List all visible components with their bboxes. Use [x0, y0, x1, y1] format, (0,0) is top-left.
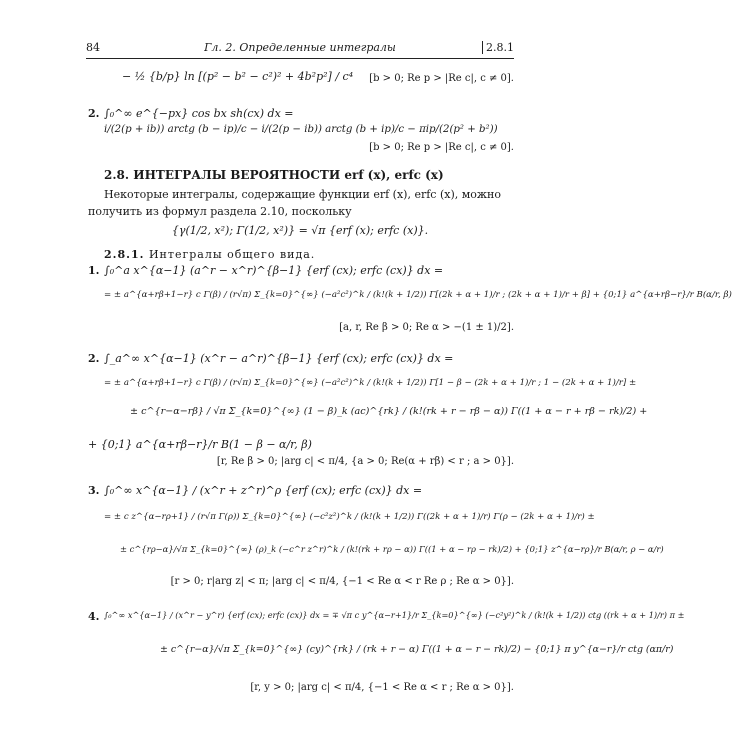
item-4-condition: [r, y > 0; |arg c| < π/4, {−1 < Re α < r ; Re α > 0}].	[250, 682, 514, 693]
subsection-number: 2.8.1.	[104, 248, 145, 261]
running-head	[86, 40, 514, 59]
item-4-number: 4.	[88, 610, 100, 623]
page-number: 84	[86, 41, 100, 54]
item-2-line-3: ± c^{r−α−rβ} / √π Σ_{k=0}^{∞} (1 − β)_k (ac)^{rk} / (k!(rk + r − rβ − α)) Γ((1 + α − r + rβ − rk)/2) +	[130, 406, 648, 417]
item-4-line-1: ∫₀^∞ x^{α−1} / (x^r − y^r) {erf (cx); erfc (cx)} dx = ∓ √π c y^{α−r+1}/r Σ_{k=0}^{∞} (−c²y²)^k / (k!(k + 1/2)) ctg ((rk + α + 1)/r) π ±	[104, 610, 685, 620]
item-1-number: 1.	[88, 264, 100, 277]
item-2-number: 2.	[88, 352, 100, 365]
section-title: ИНТЕГРАЛЫ ВЕРОЯТНОСТИ erf (x), erfc (x)	[133, 168, 444, 182]
section-reference: 2.8.1	[482, 41, 514, 54]
section-number: 2.8.	[104, 168, 130, 182]
item-1-line-2: = ± a^{α+rβ+1−r} c Γ(β) / (r√π) Σ_{k=0}^{∞} (−a²c²)^k / (k!(k + 1/2)) Γ[(2k + α + 1)/r ; (2k + α + 1)/r + β] + {0;1} a^{α+rβ−r}/r B(α/r, β)	[104, 290, 732, 300]
item-1-line-1: ∫₀^a x^{α−1} (a^r − x^r)^{β−1} {erf (cx); erfc (cx)} dx =	[104, 264, 444, 277]
top-formula: − ½ {b/p} ln [(p² − b² − c²)² + 4b²p²] / c⁴	[122, 70, 354, 83]
top-formula-condition: [b > 0; Re p > |Re c|, c ≠ 0].	[369, 73, 514, 84]
item-3-line-3: ± c^{rρ−α}/√π Σ_{k=0}^{∞} (ρ)_k (−c^r z^r)^k / (k!(rk + rρ − α)) Γ((1 + α − rρ − rk)/2) + {0;1} z^{α−rρ}/r B(α/r, ρ − α/r)	[120, 544, 664, 554]
prev-item-2-number: 2.	[88, 107, 100, 120]
section-identity: {γ(1/2, x²); Γ(1/2, x²)} = √π {erf (x); erfc (x)}.	[171, 224, 429, 237]
item-4-line-2: ± c^{r−α}/√π Σ_{k=0}^{∞} (cy)^{rk} / (rk + r − α) Γ((1 + α − r − rk)/2) − {0;1} π y^{α−r}/r ctg (απ/r)	[160, 644, 674, 655]
item-3-line-2: = ± c z^{α−rρ+1} / (r√π Γ(ρ)) Σ_{k=0}^{∞} (−c²z²)^k / (k!(k + 1/2)) Γ((2k + α + 1)/r) Γ(ρ − (2k + α + 1)/r) ±	[104, 512, 595, 522]
item-3-number: 3.	[88, 484, 100, 497]
item-2-line-4: + {0;1} a^{α+rβ−r}/r B(1 − β − α/r, β)	[88, 438, 312, 451]
prev-item-2-condition: [b > 0; Re p > |Re c|, c ≠ 0].	[369, 142, 514, 153]
item-1-condition: [a, r, Re β > 0; Re α > −(1 ± 1)/2].	[339, 322, 514, 333]
item-2-condition: [r, Re β > 0; |arg c| < π/4, {a > 0; Re(α + rβ) < r ; a > 0}].	[216, 456, 514, 467]
prev-item-2-lhs: ∫₀^∞ e^{−px} cos bx sh(cx) dx =	[104, 107, 294, 120]
chapter-title: Гл. 2. Определенные интегралы	[204, 41, 396, 54]
prev-item-2-rhs: i/(2(p + ib)) arctg (b − ip)/c − i/(2(p − ib)) arctg (b + ip)/c − πip/(2(p² + b²))	[104, 124, 498, 135]
item-2-line-1: ∫_a^∞ x^{α−1} (x^r − a^r)^{β−1} {erf (cx); erfc (cx)} dx =	[104, 352, 454, 365]
item-3-line-1: ∫₀^∞ x^{α−1} / (x^r + z^r)^ρ {erf (cx); erfc (cx)} dx =	[104, 484, 423, 497]
item-3-condition: [r > 0; r|arg z| < π; |arg c| < π/4, {−1 < Re α < r Re ρ ; Re α > 0}].	[170, 576, 514, 587]
subsection-title: Интегралы общего вида.	[148, 248, 316, 261]
section-intro: Некоторые интегралы, содержащие функции erf (x), erfc (x), можно получить из формул раздела 2.10, поскольку	[88, 188, 501, 218]
item-2-line-2: = ± a^{α+rβ+1−r} c Γ(β) / (r√π) Σ_{k=0}^{∞} (−a²c²)^k / (k!(k + 1/2)) Γ[1 − β − (2k + α + 1)/r ; 1 − (2k + α + 1)/r] ±	[104, 378, 637, 388]
